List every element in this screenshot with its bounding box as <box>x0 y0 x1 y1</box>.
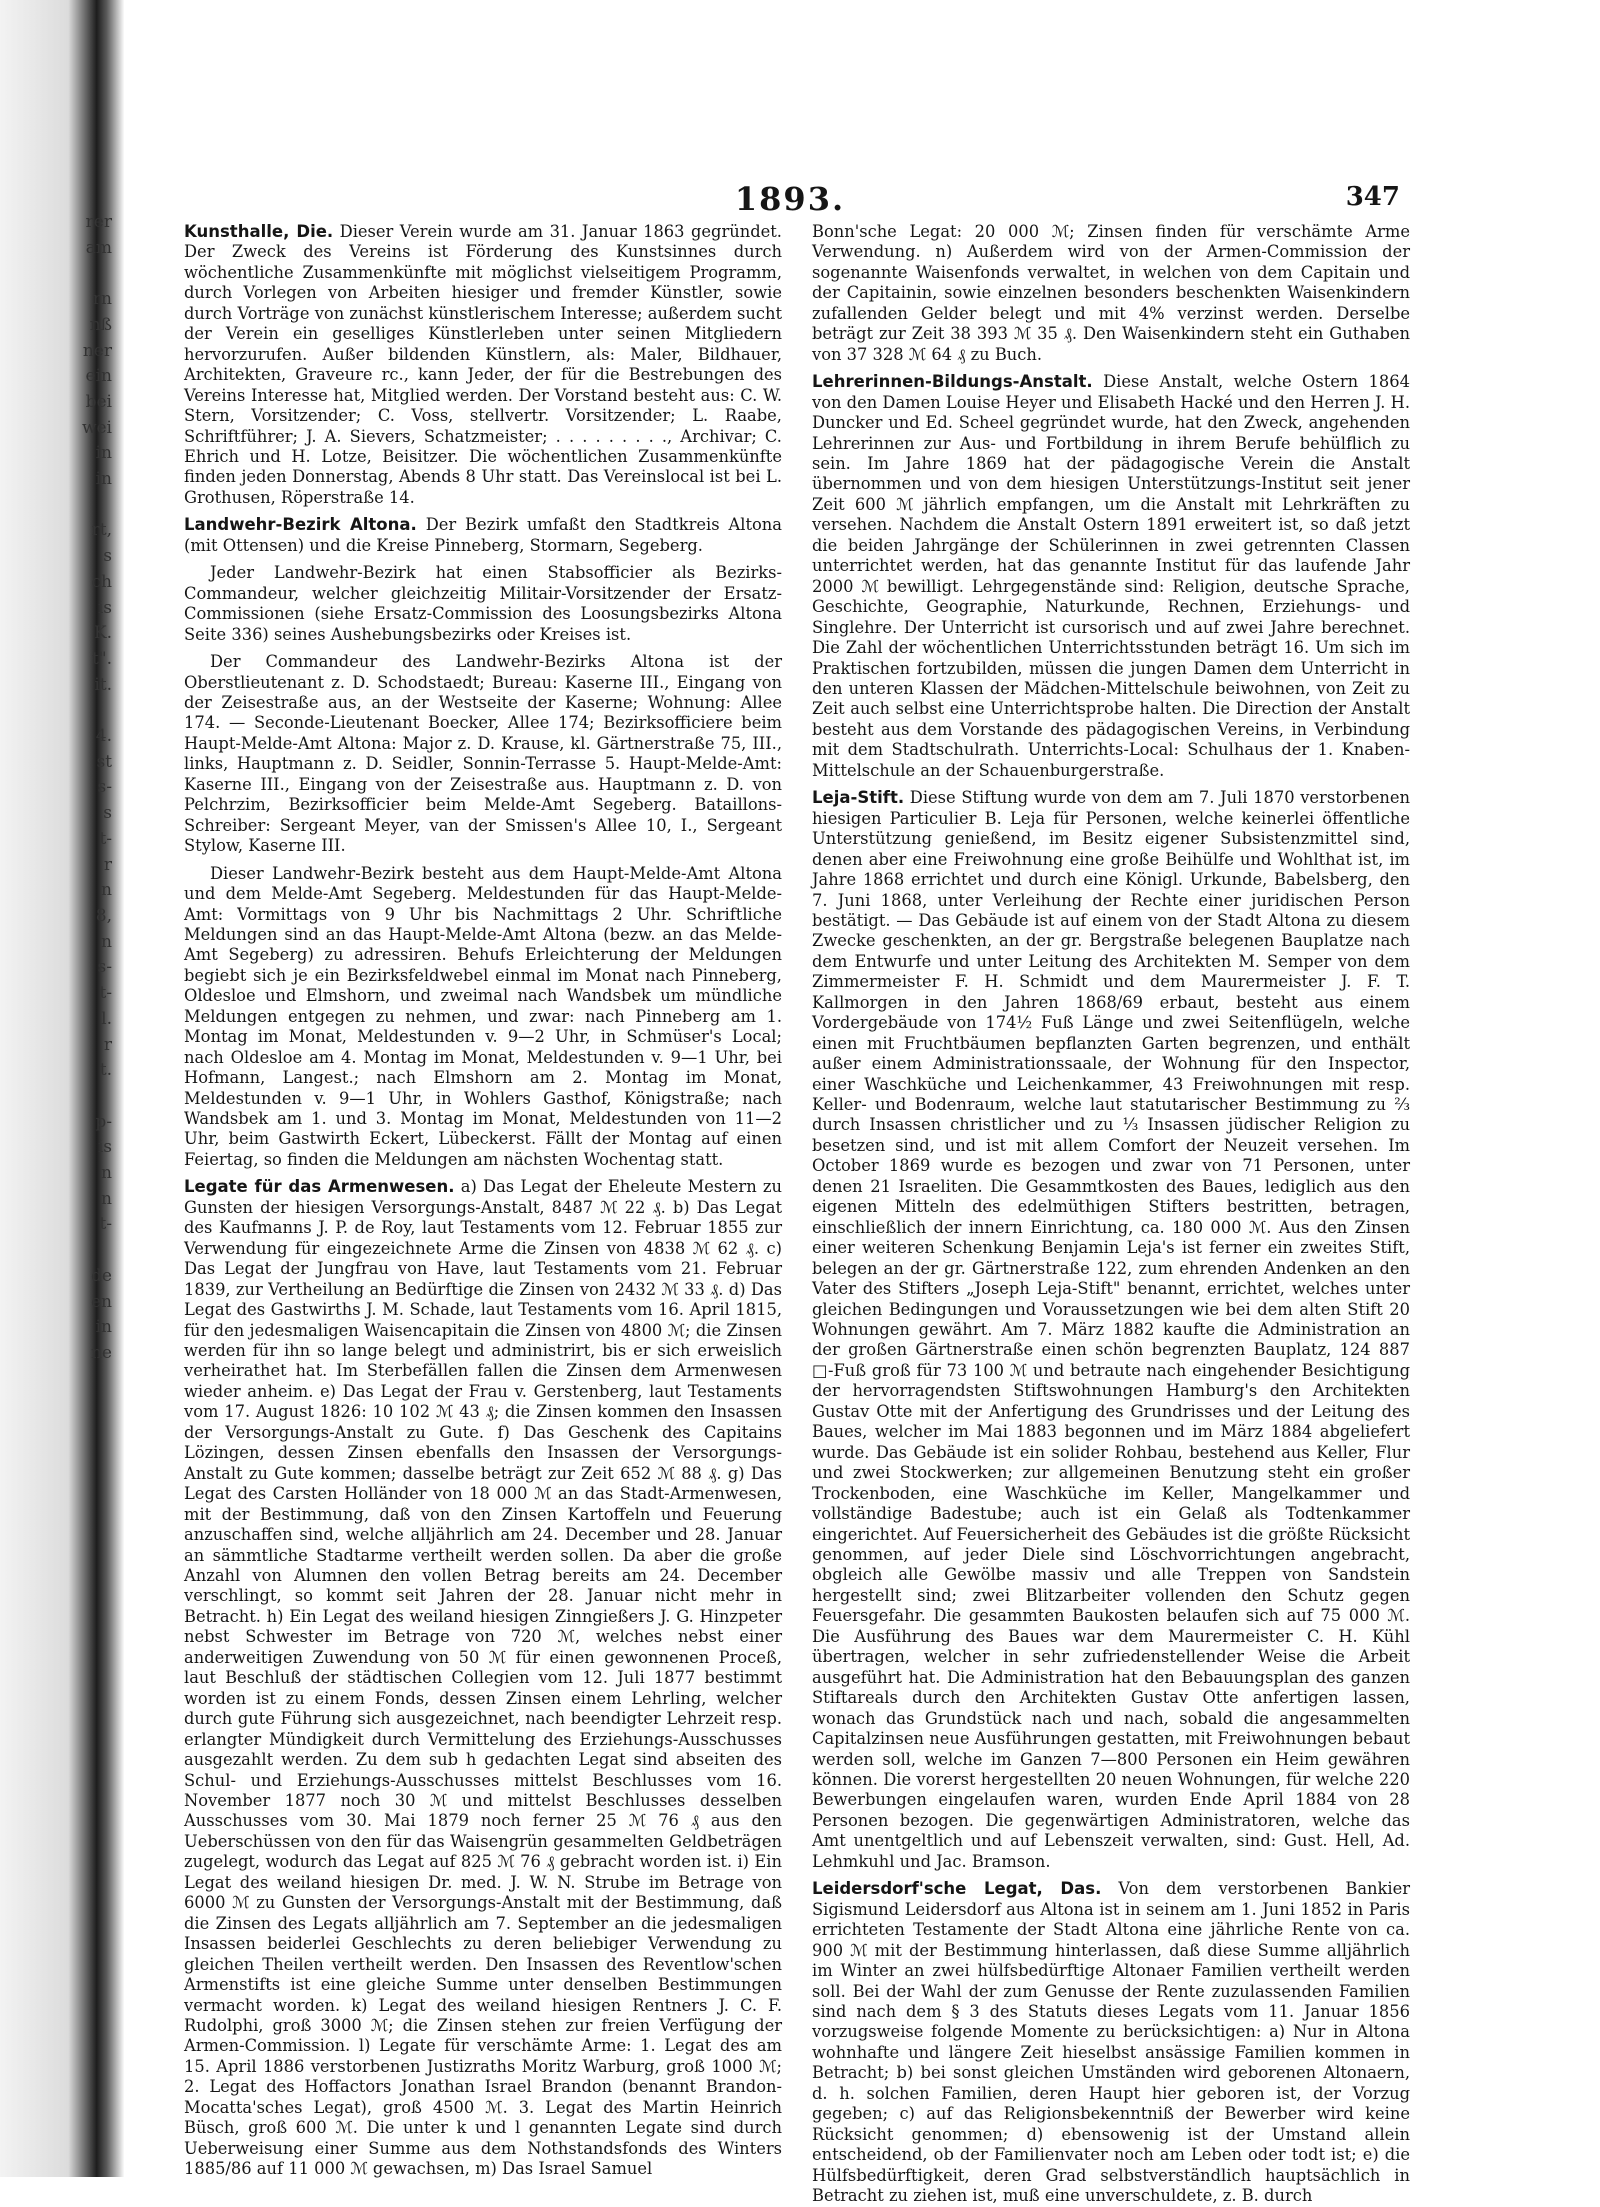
entry-heading: Leidersdorf'sche Legat, Das. <box>812 1879 1102 1899</box>
entry-text: Bonn'sche Legat: 20 000 ℳ; Zinsen finden für verschämte Arme Verwendung. n) Außerdem wird von der Armen-Commission der sogenannte Waisenfonds verwaltet, in welchen von dem Capitain und der Capitainin, sowie einzelnen besonders beschenkten Waisenkindern zufallenden Gelder belegt und mit 4% verzinst werden. Derselbe beträgt zur Zeit 38 393 ℳ 35 ₰. Den Waisenkindern steht ein Guthaben von 37 328 ℳ 64 ₰ zu Buch. <box>812 222 1410 364</box>
entry-heading: Kunsthalle, Die. <box>184 222 334 241</box>
entry-paragraph <box>184 222 782 508</box>
entry-heading: Legate für das Armenwesen. <box>184 1177 455 1197</box>
entry-text: Der Commandeur des Landwehr-Bezirks Altona ist der Oberstlieutenant z. D. Schodstaedt; Bureau: Kaserne III., Eingang von der Zeisestraße aus, an der Westseite der Kaserne; Wohnung: Allee 174. — Seconde-Lieutenant Boecker, Allee 174; Bezirksofficiere beim Haupt-Melde-Amt Altona: Major z. D. Krause, kl. Gärtnerstraße 75, III., links, Hauptmann z. D. Seidler, Sonnin-Terrasse 5. Haupt-Melde-Amt: Kaserne III., Eingang von der Zeisestraße aus. Hauptmann z. D. von Pelchrzim, Bezirksofficier beim Melde-Amt Segeberg. Bataillons-Schreiber: Sergeant Meyer, van der Smissen's Allee 10, I., Sergeant Stylow, Kaserne III. <box>184 652 782 856</box>
entry-paragraph <box>184 563 782 645</box>
entry-paragraph <box>812 372 1410 781</box>
entry-text: Diese Anstalt, welche Ostern 1864 von den Damen Louise Heyer und Elisabeth Hacké und den Herren J. H. Duncker und Ed. Scheel gegründet wurde, hat den Zweck, angehenden Lehrerinnen zur Aus- und Fortbildung in ihrem Berufe behülflich zu sein. Im Jahre 1869 hat der pädagogische Verein die Anstalt übernommen und von dem hiesigen Unterstützungs-Institut seit jener Zeit 600 ℳ jährlich empfangen, um die Anstalt mit Lehrkräften zu versehen. Nachdem die Anstalt Ostern 1891 erweitert ist, so daß jetzt die beiden Jahrgänge der Schülerinnen in zwei getrennten Classen unterrichtet werden, hat das genannte Institut für das laufende Jahr 2000 ℳ bewilligt. Lehrgegenstände sind: Religion, deutsche Sprache, Geschichte, Geographie, Naturkunde, Rechnen, Erziehungs- und Singlehre. Der Unterricht ist cursorisch und auf zwei Jahre berechnet. Die Zahl der wöchentlichen Unterrichtsstunden beträgt 16. Um sich im Praktischen fortzubilden, müssen die jungen Damen dem Unterricht in den unteren Klassen der Mädchen-Mittelschule beiwohnen, von Zeit zu Zeit auch selbst eine Unterrichtsprobe halten. Die Direction der Anstalt besteht aus dem Vorstande des pädagogischen Vereins, in Verbindung mit dem Stadtschulrath. Unterrichts-Local: Schulhaus der 1. Knaben-Mittelschule an der Schauenburgerstraße. <box>812 372 1410 780</box>
facing-page-fragments: rer am rn nß ner ein bei wei in in rt, s ch is K. t". it. 4. st s- s t- r n 8, n s- t- l. r t. p- is n n t- de en in ne <box>81 212 112 1363</box>
left-column <box>184 222 782 2179</box>
entry-paragraph <box>184 652 782 857</box>
entry-paragraph <box>184 515 782 556</box>
page-header <box>180 180 1400 220</box>
entry-paragraph <box>812 222 1410 365</box>
entry-paragraph <box>812 1879 1410 2206</box>
entry-paragraph <box>184 1177 782 2179</box>
entry-text: Diese Stiftung wurde von dem am 7. Juli 1870 verstorbenen hiesigen Particulier B. Leja für Personen, welche keinerlei öffentliche Unterstützung genießend, im Besitz eigener Subsistenzmittel sind, denen aber eine Freiwohnung eine große Beihülfe und Wohlthat ist, im Jahre 1868 errichtet und durch eine Königl. Urkunde, Babelsberg, den 7. Juni 1868, unter Verleihung der Rechte einer juridischen Person bestätigt. — Das Gebäude ist auf einem von der Stadt Altona zu diesem Zwecke geschenkten, an der gr. Bergstraße belegenen Bauplatze nach dem Entwurfe und unter Leitung des Architekten M. Semper von dem Zimmermeister F. H. Schmidt und dem Maurermeister J. F. T. Kallmorgen in den Jahren 1868/69 erbaut, besteht aus einem Vordergebäude von 174½ Fuß Länge und zwei Seitenflügeln, welche einen mit Fruchtbäumen bepflanzten Garten begrenzen, und enthält außer einem Administrationssaale, der Wohnung für den Inspector, einer Waschküche und Leichenkammer, 43 Freiwohnungen mit resp. Keller- und Bodenraum, welche laut statutarischer Bestimmung zu ⅔ durch Insassen christlicher und zu ⅓ Insassen jüdischer Religion zu besetzen sind, und ist mit allem Comfort der Neuzeit versehen. Im October 1869 wurde es bezogen und zwar von 71 Personen, unter denen 21 Israeliten. Die Gesammtkosten des Baues, lediglich aus den eigenen Mitteln des edelmüthigen Stifters bestritten, betragen, einschließlich der innern Einrichtung, ca. 180 000 ℳ. Aus den Zinsen einer weiteren Schenkung Benjamin Leja's ist ferner ein zweites Stift, belegen an der gr. Gärtnerstraße 122, zum ehrenden Andenken an den Vater des Stifters „Joseph Leja-Stift" benannt, errichtet, welches unter gleichen Bedingungen und Voraussetzungen wie bei dem alten Stift 20 Wohnungen gewährt. Am 7. März 1882 kaufte die Administration an der großen Gärtnerstraße einen schön begrenzten Bauplatz, 124 887 □-Fuß groß für 73 100 ℳ und betraute nach eingehender Besichtigung der hervorragendsten Stiftswohnungen Hamburg's den Architekten Gustav Otte mit der Anfertigung des Grundrisses und der Leitung des Baues, welcher im Mai 1883 begonnen und im März 1884 abgeliefert wurde. Das Gebäude ist ein solider Rohbau, bestehend aus Keller, Flur und zwei Stockwerken; zur allgemeinen Benutzung steht ein großer Trockenboden, eine Waschküche im Keller, Mangelkammer und vollständige Badestube; auch ist ein Gelaß als Todtenkammer eingerichtet. Auf Feuersicherheit des Gebäudes ist die größte Rücksicht genommen, auf jeder Diele sind Löschvorrichtungen angebracht, obgleich alle Gewölbe massiv und alle Treppen von Sandstein hergestellt sind; zwei Blitzarbeiter vollenden den Schutz gegen Feuersgefahr. Die gesammten Baukosten belaufen sich auf 75 000 ℳ. Die Ausführung des Baues war dem Maurermeister C. H. Kühl übertragen, welcher in sehr zufriedenstellender Weise die Arbeit ausgeführt hat. Die Administration hat den Bebauungsplan des ganzen Stiftareals durch den Architekten Gustav Otte anfertigen lassen, wonach das Grundstück nach und nach, sobald die angesammelten Capitalzinsen neue Ausführungen gestatten, mit Freiwohnungen bebaut werden soll, welche im Ganzen 7—800 Personen ein Heim gewähren können. Die vorerst hergestellten 20 neuen Wohnungen, für welche 220 Bewerbungen eingelaufen waren, wurden Ende April 1884 von 28 Personen bezogen. Die gegenwärtigen Administratoren, welche das Amt unentgeltlich und auf Lebenszeit verwalten, sind: Gust. Hell, Ad. Lehmkuhl und Jac. Bramson. <box>812 788 1410 1871</box>
entry-heading: Landwehr-Bezirk Altona. <box>184 515 417 535</box>
entry-text: Von dem verstorbenen Bankier Sigismund Leidersdorf aus Altona ist in seinem am 1. Juni 1852 in Paris errichteten Testamente der Stadt Altona eine jährliche Rente von ca. 900 ℳ mit der Bestimmung hinterlassen, daß diese Summe alljährlich im Winter an zwei hülfsbedürftige Altonaer Familien vertheilt werden soll. Bei der Wahl der zum Genusse der Rente zuzulassenden Familien sind nach dem § 3 des Statuts dieses Legats vom 11. Januar 1856 vorzugsweise folgende Momente zu berücksichtigen: a) Nur in Altona wohnhafte und längere Zeit hieselbst ansässige Familien kommen in Betracht; b) bei sonst gleichen Umständen wird geborenen Altonaern, d. h. solchen Familien, deren Haupt hier geboren ist, der Vorzug gegeben; c) auf das Religionsbekenntniß der Bewerber wird keine Rücksicht genommen; d) ebensowenig ist der Umstand allein entscheidend, ob der Familienvater noch am Leben oder todt ist; e) die Hülfsbedürftigkeit, deren Grad selbstverständlich hauptsächlich in Betracht zu ziehen ist, muß eine unverschuldete, z. B. durch <box>812 1879 1411 2206</box>
entry-text: Der Bezirk umfaßt den Stadtkreis Altona (mit Ottensen) und die Kreise Pinneberg, Stormarn, Segeberg. <box>184 515 782 555</box>
page-number: 347 <box>1345 182 1400 212</box>
entry-text: Jeder Landwehr-Bezirk hat einen Stabsofficier als Bezirks-Commandeur, welcher gleichzeitig Militair-Vorsitzender der Ersatz-Commissionen (siehe Ersatz-Commission des Loosungsbezirks Altona Seite 336) seines Aushebungsbezirks oder Kreises ist. <box>184 563 782 644</box>
page-year: 1893. <box>734 180 846 218</box>
entry-text: Dieser Landwehr-Bezirk besteht aus dem Haupt-Melde-Amt Altona und dem Melde-Amt Segeberg. Meldestunden für das Haupt-Melde-Amt: Vormittags von 9 Uhr bis Nachmittags 2 Uhr. Schriftliche Meldungen sind an das Haupt-Melde-Amt Altona (bezw. an das Melde-Amt Segeberg) zu adressiren. Behufs Erleichterung der Meldungen begiebt sich je ein Bezirksfeldwebel einmal im Monat nach Pinneberg, Oldesloe und Elmshorn, und zweimal nach Wandsbek um mündliche Meldungen entgegen zu nehmen, und zwar: nach Pinneberg am 1. Montag im Monat, Meldestunden v. 9—2 Uhr, in Schmüser's Local; nach Oldesloe am 4. Montag im Monat, Meldestunden v. 9—1 Uhr, bei Hofmann, Langest.; nach Elmshorn am 2. Montag im Monat, Meldestunden v. 9—1 Uhr, in Wohlers Gasthof, Königstraße; nach Wandsbek am 1. und 3. Montag im Monat, Meldestunden von 11—2 Uhr, beim Gastwirth Eckert, Lübeckerst. Fällt der Montag auf einen Feiertag, so finden die Meldungen am nächsten Wochentag statt. <box>184 863 782 1169</box>
entry-heading: Lehrerinnen-Bildungs-Anstalt. <box>812 372 1093 392</box>
entry-text: Dieser Verein wurde am 31. Januar 1863 gegründet. Der Zweck des Vereins ist Förderung des Kunstsinnes durch wöchentliche Zusammenkünfte mit möglichst vielseitigem Programm, durch Vorlegen von Arbeiten hiesiger und fremder Künstler, sowie durch Vorträge von zunächst künstlerischem Interesse; außerdem sucht der Verein ein geselliges Künstlerleben unter seinen Mitgliedern hervorzurufen. Außer bildenden Künstlern, als: Maler, Bildhauer, Architekten, Graveure rc., kann Jeder, der für die Bestrebungen des Vereins Interesse hat, Mitglied werden. Der Vorstand besteht aus: C. W. Stern, Vorsitzender; C. Voss, stellvertr. Vorsitzender; L. Raabe, Schriftführer; J. A. Sievers, Schatzmeister; . . . . . . . . ., Archivar; C. Ehrich und H. Lotze, Beisitzer. Die wöchentlichen Zusammenkünfte finden jeden Donnerstag, Abends 8 Uhr statt. Das Vereinslocal ist bei L. Grothusen, Röperstraße 14. <box>184 222 782 507</box>
entry-paragraph <box>812 788 1410 1872</box>
right-column <box>812 222 1411 2206</box>
entry-heading: Leja-Stift. <box>812 788 905 808</box>
entry-paragraph <box>184 864 782 1171</box>
entry-text: a) Das Legat der Eheleute Mestern zu Gunsten der hiesigen Versorgungs-Anstalt, 8487 ℳ 22 ₰. b) Das Legat des Kaufmanns J. P. de Roy, laut Testaments vom 12. Februar 1855 zur Verwendung für eingezeichnete Arme die Zinsen von 4838 ℳ 62 ₰. c) Das Legat der Jungfrau von Have, laut Testaments vom 21. Februar 1839, zur Vertheilung an Bedürftige die Zinsen von 2432 ℳ 33 ₰. d) Das Legat des Gastwirths J. M. Schade, laut Testaments vom 16. April 1815, für den jedesmaligen Waisencapitain die Zinsen von 4800 ℳ; die Zinsen werden für ihn so lange belegt und administrirt, bis er sich erweislich verheirathet hat. Im Sterbefällen fallen die Zinsen dem Armenwesen wieder anheim. e) Das Legat der Frau v. Gerstenberg, laut Testaments vom 17. August 1826: 10 102 ℳ 43 ₰; die Zinsen kommen den Insassen der Versorgungs-Anstalt zu Gute. f) Das Geschenk des Capitains Lözingen, dessen Zinsen ebenfalls den Insassen der Versorgungs-Anstalt zu Gute kommen; dasselbe beträgt zur Zeit 652 ℳ 88 ₰. g) Das Legat des Carsten Holländer von 18 000 ℳ an das Stadt-Armenwesen, mit der Bestimmung, daß von den Zinsen Kartoffeln und Feuerung anzuschaffen sind, welche alljährlich am 24. December und 28. Januar an sämmtliche Stadtarme vertheilt werden sollen. Da aber die große Anzahl von Alumnen den vollen Betrag bereits am 24. December verschlingt, so kommt seit Jahren der 28. Januar nicht mehr in Betracht. h) Ein Legat des weiland hiesigen Zinngießers J. G. Hinzpeter nebst Schwester im Betrage von 720 ℳ, welches nebst einer anderweitigen Zuwendung von 50 ℳ für einen gewonnenen Proceß, laut Beschluß der städtischen Collegien vom 12. Juli 1877 bestimmt worden ist zu einem Fonds, dessen Zinsen einem Lehrling, welcher durch gute Führung sich ausgezeichnet, nach beendigter Lehrzeit resp. erlangter Mündigkeit durch Vermittelung des Erziehungs-Ausschusses ausgezahlt werden. Zu dem sub h gedachten Legat sind abseiten des Schul- und Erziehungs-Ausschusses mittelst Beschlusses vom 16. November 1877 noch 30 ℳ und mittelst Beschlusses desselben Ausschusses vom 30. Mai 1879 noch ferner 25 ℳ 76 ₰ aus den Ueberschüssen von den für das Waisengrün gesammelten Geldbeträgen zugelegt, wodurch das Legat auf 825 ℳ 76 ₰ gebracht worden ist. i) Ein Legat des weiland hiesigen Dr. med. J. W. N. Strube im Betrage von 6000 ℳ zu Gunsten der Versorgungs-Anstalt mit der Bestimmung, daß die Zinsen des Legats alljährlich am 7. September an die jedesmaligen Insassen beiderlei Geschlechts zu deren beliebiger Verwendung zu gleichen Theilen vertheilt werden. Den Insassen des Reventlow'schen Armenstifts ist eine gleiche Summe unter denselben Bestimmungen vermacht worden. k) Legat des weiland hiesigen Rentners J. C. F. Rudolphi, groß 3000 ℳ; die Zinsen stehen zur freien Verfügung der Armen-Commission. l) Legate für verschämte Arme: 1. Legat des am 15. April 1886 verstorbenen Justizraths Moritz Warburg, groß 1000 ℳ; 2. Legat des Hoffactors Jonathan Israel Brandon (benannt Brandon-Mocatta'sches Legat), groß 4500 ℳ. 3. Legat des Martin Heinrich Büsch, groß 600 ℳ. Die unter k und l genannten Legate sind durch Ueberweisung einer Summe aus dem Nothstandsfonds des Winters 1885/86 auf 11 000 ℳ gewachsen, m) Das Israel Samuel <box>184 1177 782 2179</box>
